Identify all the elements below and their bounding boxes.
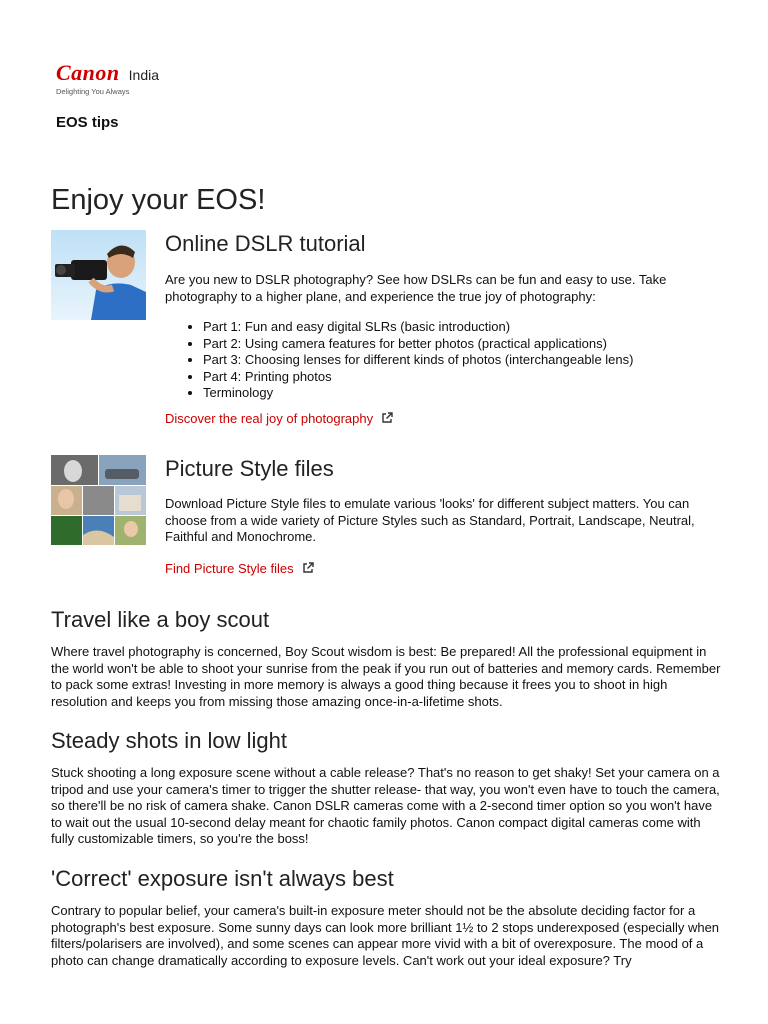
find-picture-style-link-label: Find Picture Style files	[165, 560, 294, 576]
eos-tips-heading: EOS tips	[56, 114, 119, 131]
tutorial-title: Online DSLR tutorial	[165, 231, 366, 256]
logo-row	[56, 62, 159, 84]
canon-logo[interactable]: Canon	[56, 60, 120, 85]
steady-body: Stuck shooting a long exposure scene without a cable release? That's no reason to get shaky! Set your camera on a tripod and use your camera's timer to trigger the shutter release- that way, you won't even have to touch the camera, so there'll be no risk of camera shake. Canon DSLR cameras come with a 2-second timer option so you won't have to wait out the usual 10-second delay meant for chaotic family photos. Canon compact digital cameras come with fully customizable timers, so you're the boss!	[51, 765, 720, 846]
travel-body: Where travel photography is concerned, Boy Scout wisdom is best: Be prepared! All the professional equipment in the world won't be able to shoot your sunrise from the peak if you run out of batteries and memory cards. Remember to pack some extras! Investing in more memory is always a good thing because it frees you to shoot in high resolution and keeps you from missing those amazing once-in-a-lifetime shots.	[51, 644, 721, 709]
list-item: • Part 1: Fun and easy digital SLRs (basic introduction)	[203, 319, 725, 336]
picture-style-thumbnail	[51, 455, 146, 545]
picture-style-collage	[51, 455, 146, 545]
exposure-body: Contrary to popular belief, your camera's built-in exposure meter should not be the absolute deciding factor for a photograph's best exposure. Some sunny days can look more brilliant 1½ to 2 stops underexposed (especially when filters/polarisers are involved), and some scenes can appear more vivid with a bit of overexposure. The mood of a photo can change dramatically according to exposure levels. Can't work out your ideal exposure? Try	[51, 903, 720, 968]
steady-shots-section	[51, 727, 721, 848]
find-picture-style-link[interactable]	[165, 561, 314, 576]
list-item: • Part 4: Printing photos	[203, 369, 725, 386]
external-link-icon	[381, 412, 393, 424]
list-item: • Terminology	[203, 385, 725, 402]
steady-title: Steady shots in low light	[51, 728, 288, 753]
tutorial-thumbnail	[51, 230, 146, 320]
list-item: • Part 2: Using camera features for better photos (practical applications)	[203, 336, 725, 353]
discover-joy-link-label: Discover the real joy of photography	[165, 410, 374, 426]
tutorial-intro: Are you new to DSLR photography? See how DSLRs can be fun and easy to use. Take photography to a higher plane, and experience the true joy of photography:	[165, 272, 667, 304]
site-header	[56, 62, 159, 96]
tutorial-content	[165, 230, 725, 428]
picture-style-title: Picture Style files	[165, 456, 334, 481]
tutorial-parts-list	[165, 319, 725, 402]
discover-joy-link[interactable]	[165, 411, 393, 426]
page-title: Enjoy your EOS!	[51, 184, 266, 216]
external-link-icon	[302, 562, 314, 574]
brand-tagline: Delighting You Always	[56, 87, 130, 96]
photographer-image	[51, 230, 146, 320]
picture-style-body: Download Picture Style files to emulate various 'looks' for different subject matters. You can choose from a wide variety of Picture Styles such as Standard, Portrait, Landscape, Neutral, Faithful and Monochrome.	[165, 496, 695, 544]
picture-style-content	[165, 455, 725, 578]
list-item: • Part 3: Choosing lenses for different kinds of photos (interchangeable lens)	[203, 352, 725, 369]
travel-title: Travel like a boy scout	[51, 607, 270, 632]
region-label: India	[128, 67, 160, 83]
travel-tip-section	[51, 606, 721, 710]
exposure-section	[51, 865, 721, 969]
exposure-title: 'Correct' exposure isn't always best	[51, 866, 394, 891]
